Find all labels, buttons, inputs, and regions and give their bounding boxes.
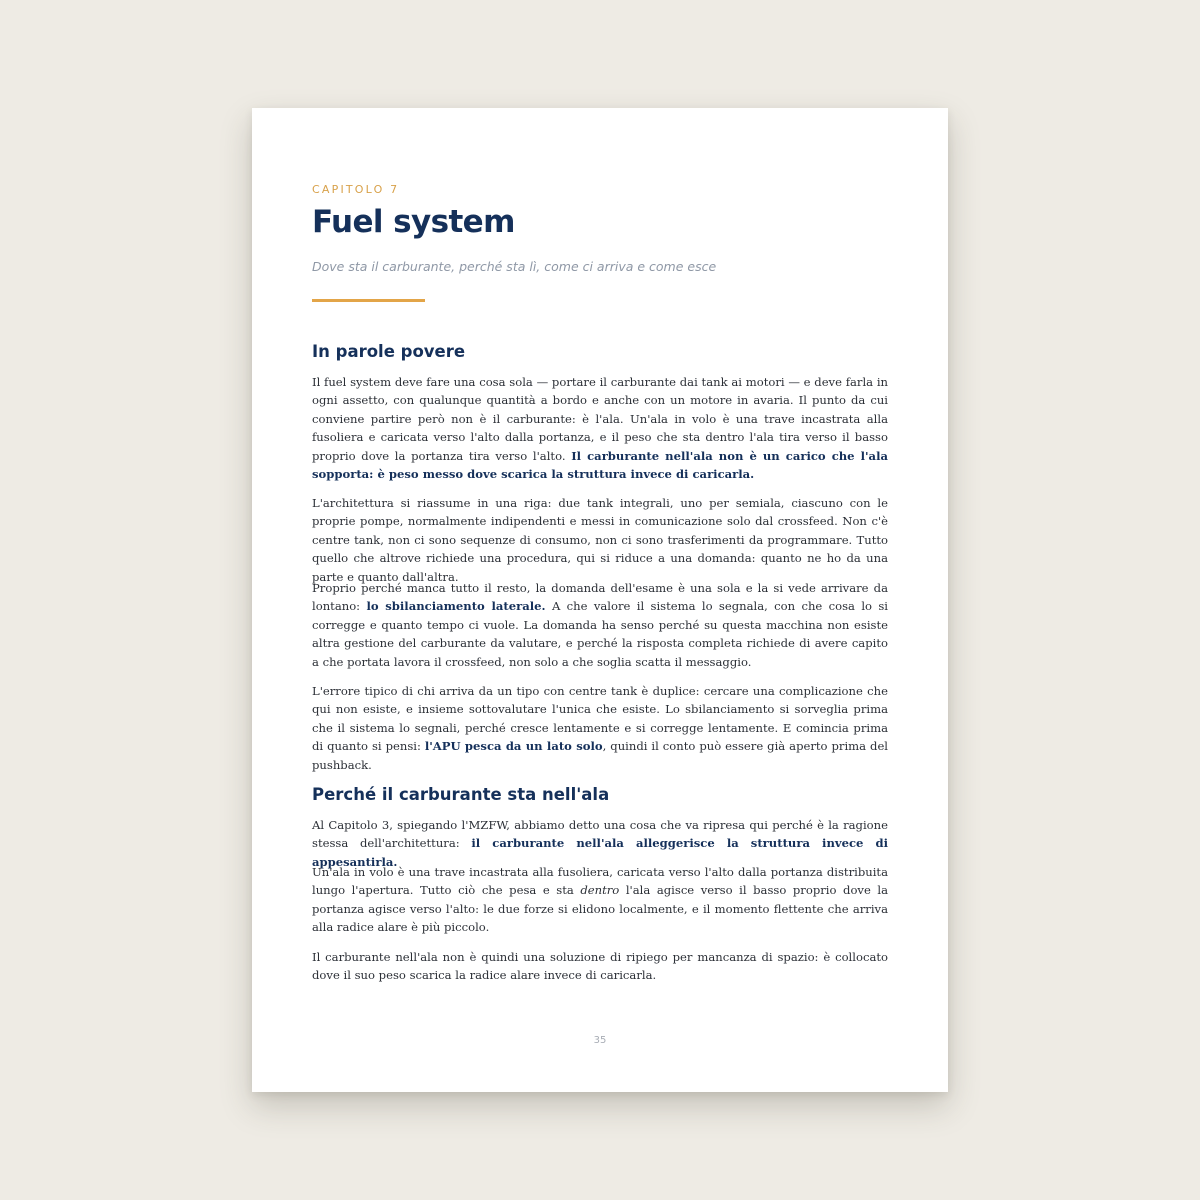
paragraph-emphasis: Il carburante nell'ala non è un carico che l'ala sopporta: è peso messo dove scarica la struttura invece di caricarla. — [312, 448, 888, 482]
paragraph-text: L'architettura si riassume in una riga: due tank integrali, uno per semiala, ciascuno con le proprie pompe, normalmente indipendenti e messi in comunicazione solo dal crossfeed. Non c'è centre tank, non ci sono sequenze di consumo, non ci sono trasferimenti da programmare. Tutto quello che altrove richiede una procedura, qui si riduce a una domanda: quanto ne ho da una parte e quanto dall'altra. — [312, 496, 888, 584]
page-number: 35 — [593, 1035, 607, 1046]
paragraph — [312, 373, 888, 483]
accent-rule — [312, 299, 425, 302]
paragraph — [312, 579, 888, 671]
paragraph — [312, 494, 888, 586]
paragraph-emphasis: il carburante nell'ala alleggerisce la struttura invece di appesantirla. — [312, 836, 888, 869]
chapter-title: Fuel system — [312, 204, 515, 240]
paragraph-text: Un'ala in volo è una trave incastrata alla fusoliera, caricata verso l'alto dalla portanza distribuita lungo l'apertura. Tutto ciò che pesa e sta — [312, 865, 888, 898]
chapter-label: CAPITOLO 7 — [312, 183, 400, 196]
paragraph-text: Proprio perché manca tutto il resto, la domanda dell'esame è una sola e la si vede arrivare da lontano: — [312, 581, 888, 614]
paragraph-text: l'ala agisce verso il basso proprio dove la portanza agisce verso l'alto: le due forze si elidono localmente, e il momento flettente che arriva alla radice alare è più piccolo. — [312, 883, 888, 935]
chapter-subtitle: Dove sta il carburante, perché sta lì, come ci arriva e come esce — [312, 259, 717, 274]
paragraph-text: L'errore tipico di chi arriva da un tipo con centre tank è duplice: cercare una complicazione che qui non esiste, e insieme sottovalutare l'unica che esiste. Lo sbilanciamento si sorveglia prima che il sistema lo segnali, perché cresce lentamente e si corregge lentamente. E comincia prima di quanto si pensi: — [312, 684, 888, 754]
paragraph-emphasis: lo sbilanciamento laterale. — [366, 599, 546, 614]
paragraph-italic: dentro — [580, 883, 620, 898]
paragraph — [312, 948, 888, 985]
section-heading: In parole povere — [312, 342, 466, 361]
paragraph-text: Il fuel system deve fare una cosa sola — portare il carburante dai tank ai motori — e deve farla in ogni assetto, con qualunque quantità a bordo e anche con un motore in avaria. Il punto da cui conviene partire però non è il carburante: è l'ala. Un'ala in volo è una trave incastrata alla fusoliera e caricata verso l'alto dalla portanza, e il peso che sta dentro l'ala tira verso il basso proprio dove la portanza tira verso l'alto. — [312, 375, 888, 463]
section-heading: Perché il carburante sta nell'ala — [312, 785, 610, 804]
paragraph-text: Al Capitolo 3, spiegando l'MZFW, abbiamo detto una cosa che va ripresa qui perché è la ragione stessa dell'architettura: — [312, 818, 888, 851]
paragraph-emphasis: l'APU pesca da un lato solo — [424, 739, 603, 754]
paragraph-text: A che valore il sistema lo segnala, con che cosa lo si corregge e quanto tempo ci vuole. La domanda ha senso perché su questa macchina non esiste altra gestione del carburante da valutare, e perché la risposta completa richiede di avere capito a che portata lavora il crossfeed, non solo a che soglia scatta il messaggio. — [312, 599, 889, 669]
paragraph-text: Il carburante nell'ala non è quindi una soluzione di ripiego per mancanza di spazio: è collocato dove il suo peso scarica la radice alare invece di caricarla. — [312, 950, 888, 983]
paragraph-text: , quindi il conto può essere già aperto prima del pushback. — [312, 739, 889, 772]
paragraph — [312, 682, 888, 774]
document-page — [252, 108, 948, 1092]
paragraph — [312, 863, 888, 937]
